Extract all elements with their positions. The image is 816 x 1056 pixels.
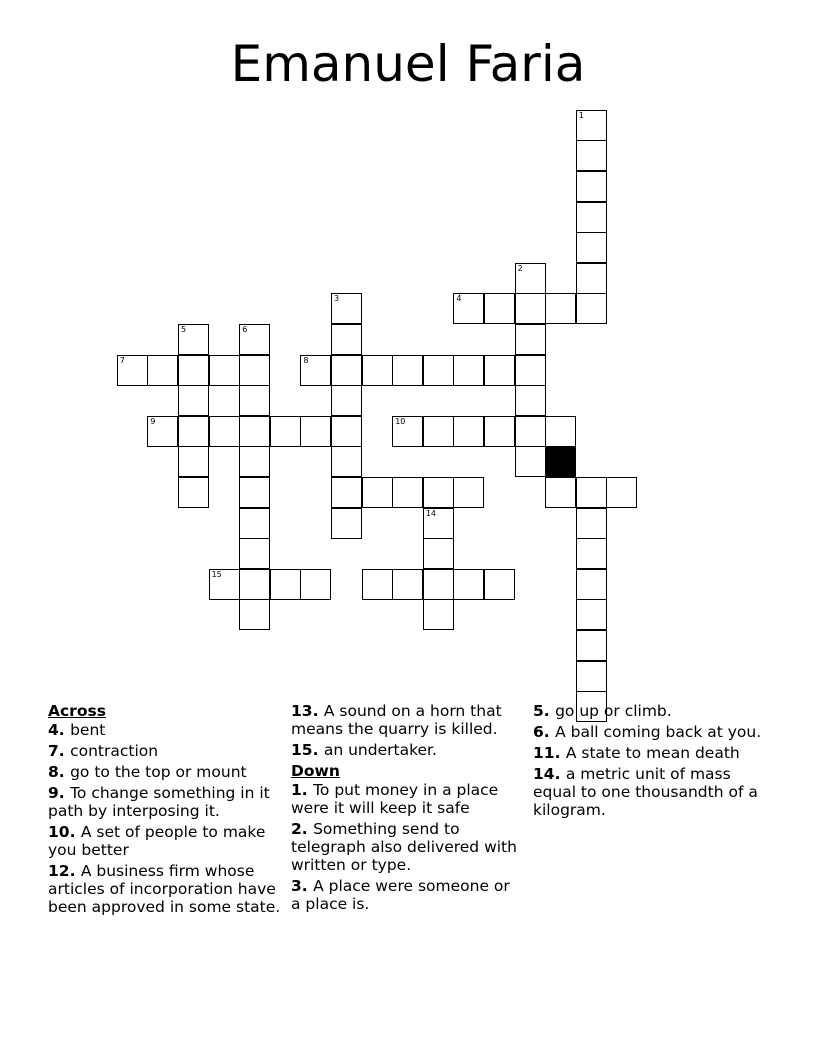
grid-cell[interactable]	[239, 355, 270, 386]
clue-number-9: 9	[150, 416, 156, 426]
across-clue	[48, 862, 286, 916]
grid-cell[interactable]	[576, 599, 607, 630]
down-clue	[533, 744, 773, 762]
grid-cell[interactable]	[515, 355, 546, 386]
grid-cell[interactable]	[300, 569, 331, 600]
grid-cell[interactable]	[178, 385, 209, 416]
across-clue	[48, 721, 286, 739]
clue-number-7: 7	[119, 355, 125, 365]
down-clue-list	[291, 781, 523, 913]
grid-cell[interactable]	[270, 569, 301, 600]
grid-cell[interactable]	[423, 508, 454, 539]
clue-number: 10.	[48, 823, 81, 841]
grid-cell[interactable]	[178, 416, 209, 447]
clue-number: 13.	[291, 702, 324, 720]
clue-number: 6.	[533, 723, 556, 741]
grid-cell[interactable]	[515, 385, 546, 416]
grid-cell[interactable]	[576, 110, 607, 141]
grid-cell[interactable]	[239, 569, 270, 600]
clue-text: A ball coming back at you.	[555, 723, 762, 741]
clue-number: 12.	[48, 862, 81, 880]
down-heading: Down	[291, 762, 340, 780]
clue-number-5: 5	[181, 325, 187, 334]
grid-cell[interactable]	[392, 569, 423, 600]
grid-cell[interactable]	[576, 538, 607, 569]
grid-cell[interactable]	[209, 416, 240, 447]
clue-text: A set of people to make you better	[48, 823, 266, 859]
clue-number: 7.	[48, 742, 71, 760]
down-clue	[533, 702, 773, 720]
clue-number-6: 6	[242, 325, 248, 334]
clue-number: 1.	[291, 781, 314, 799]
grid-cell[interactable]	[423, 538, 454, 569]
clue-text: go to the top or mount	[70, 763, 247, 781]
clue-text: contraction	[70, 742, 159, 760]
grid-cell[interactable]	[545, 293, 576, 324]
grid-cell[interactable]	[606, 477, 637, 508]
grid-cell[interactable]	[331, 477, 362, 508]
clue-number: 4.	[48, 721, 71, 739]
clue-number-10: 10	[395, 416, 406, 426]
clue-number: 11.	[533, 744, 566, 762]
clue-text: To put money in a place were it will keep it safe	[291, 781, 499, 817]
grid-cell[interactable]	[331, 324, 362, 355]
grid-cell[interactable]	[453, 569, 484, 600]
grid-cell[interactable]	[515, 416, 546, 447]
clue-text: an undertaker.	[323, 741, 437, 759]
grid-cell[interactable]	[331, 293, 362, 324]
grid-cell[interactable]	[392, 355, 423, 386]
grid-cell[interactable]	[239, 599, 270, 630]
grid-cell[interactable]	[178, 477, 209, 508]
grid-cell[interactable]	[331, 385, 362, 416]
clue-number: 8.	[48, 763, 71, 781]
clue-text: go up or climb.	[555, 702, 672, 720]
grid-cell[interactable]	[300, 355, 331, 386]
across-clue	[48, 823, 286, 859]
grid-cell[interactable]	[331, 416, 362, 447]
grid-cell[interactable]	[239, 385, 270, 416]
clue-number: 15.	[291, 741, 324, 759]
page-title: Emanuel Faria	[230, 35, 586, 93]
grid-cell[interactable]	[209, 355, 240, 386]
down-clue	[533, 765, 773, 819]
clue-column-2	[291, 702, 523, 916]
grid-cell[interactable]	[147, 355, 178, 386]
clue-text: A sound on a horn that means the quarry is killed.	[291, 702, 502, 738]
down-clue	[533, 723, 773, 741]
grid-cell[interactable]	[362, 569, 393, 600]
grid-cell[interactable]	[576, 263, 607, 294]
across-clue	[48, 742, 286, 760]
grid-cell[interactable]	[576, 661, 607, 692]
grid-cell[interactable]	[392, 416, 423, 447]
grid-cell[interactable]	[576, 202, 607, 233]
clue-column-1	[48, 702, 286, 919]
clue-number-3: 3	[334, 294, 340, 304]
grid-cell[interactable]	[576, 630, 607, 661]
clue-number-8: 8	[303, 355, 309, 365]
grid-cell[interactable]	[423, 355, 454, 386]
grid-cell[interactable]	[209, 569, 240, 600]
grid-cell[interactable]	[453, 477, 484, 508]
clue-number-14: 14	[425, 508, 436, 518]
clue-number: 2.	[291, 820, 314, 838]
grid-cell[interactable]	[576, 508, 607, 539]
grid-cell[interactable]	[239, 538, 270, 569]
grid-cell[interactable]	[147, 416, 178, 447]
grid-cell[interactable]	[453, 416, 484, 447]
grid-cell[interactable]	[576, 171, 607, 202]
grid-cell[interactable]	[239, 508, 270, 539]
clue-number: 5.	[533, 702, 556, 720]
clue-column-3	[533, 702, 773, 822]
down-clue-list-continued	[533, 702, 773, 819]
across-clue-list-continued	[291, 702, 523, 759]
grid-cell[interactable]	[423, 569, 454, 600]
grid-cell[interactable]	[117, 355, 148, 386]
grid-cell[interactable]	[484, 569, 515, 600]
grid-cell[interactable]	[239, 446, 270, 477]
grid-cell[interactable]	[515, 324, 546, 355]
grid-cell[interactable]	[545, 416, 576, 447]
grid-cell[interactable]	[576, 232, 607, 263]
across-heading: Across	[48, 702, 106, 720]
clue-text: To change something in it path by interposing it.	[48, 784, 270, 820]
grid-cell[interactable]	[331, 508, 362, 539]
across-clue-list	[48, 721, 286, 916]
grid-cell[interactable]	[423, 477, 454, 508]
across-clue	[291, 741, 523, 759]
grid-cell[interactable]	[331, 446, 362, 477]
grid-cell[interactable]	[484, 355, 515, 386]
grid-cell[interactable]	[178, 355, 209, 386]
clue-number-4: 4	[456, 294, 462, 304]
clue-number: 9.	[48, 784, 71, 802]
grid-cell[interactable]	[362, 477, 393, 508]
across-clue	[48, 784, 286, 820]
grid-cell[interactable]	[515, 446, 546, 477]
grid-cell[interactable]	[515, 263, 546, 294]
grid-cell[interactable]	[239, 477, 270, 508]
clue-number-1: 1	[578, 110, 584, 120]
clue-text: A place were someone or a place is.	[291, 877, 510, 913]
clue-number: 3.	[291, 877, 314, 895]
grid-cell[interactable]	[423, 416, 454, 447]
clue-number-2: 2	[517, 263, 523, 273]
clue-number: 14.	[533, 765, 566, 783]
grid-cell[interactable]	[545, 477, 576, 508]
grid-cell[interactable]	[484, 293, 515, 324]
grid-cell[interactable]	[423, 599, 454, 630]
black-cell	[545, 446, 576, 477]
grid-cell[interactable]	[576, 293, 607, 324]
grid-cell[interactable]	[178, 324, 209, 355]
down-clue	[291, 781, 523, 817]
grid-cell[interactable]	[300, 416, 331, 447]
grid-cell[interactable]	[239, 324, 270, 355]
grid-cell[interactable]	[453, 293, 484, 324]
clue-text: bent	[70, 721, 106, 739]
grid-cell[interactable]	[484, 416, 515, 447]
clue-text: A business firm whose articles of incorporation have been approved in some state.	[48, 862, 281, 916]
grid-cell[interactable]	[392, 477, 423, 508]
down-clue	[291, 820, 523, 874]
grid-cell[interactable]	[453, 355, 484, 386]
grid-cell[interactable]	[178, 446, 209, 477]
grid-cell[interactable]	[331, 355, 362, 386]
down-clue	[291, 877, 523, 913]
clue-text: Something send to telegraph also delivered with written or type.	[291, 820, 517, 874]
clue-text: a metric unit of mass equal to one thousandth of a kilogram.	[533, 765, 758, 819]
grid-cell[interactable]	[270, 416, 301, 447]
across-clue	[291, 702, 523, 738]
clue-text: A state to mean death	[565, 744, 740, 762]
grid-cell[interactable]	[576, 140, 607, 171]
grid-cell[interactable]	[576, 569, 607, 600]
grid-cell[interactable]	[515, 293, 546, 324]
grid-cell[interactable]	[239, 416, 270, 447]
across-clue	[48, 763, 286, 781]
grid-cell[interactable]	[362, 355, 393, 386]
grid-cell[interactable]	[576, 477, 607, 508]
clue-number-15: 15	[211, 569, 222, 579]
